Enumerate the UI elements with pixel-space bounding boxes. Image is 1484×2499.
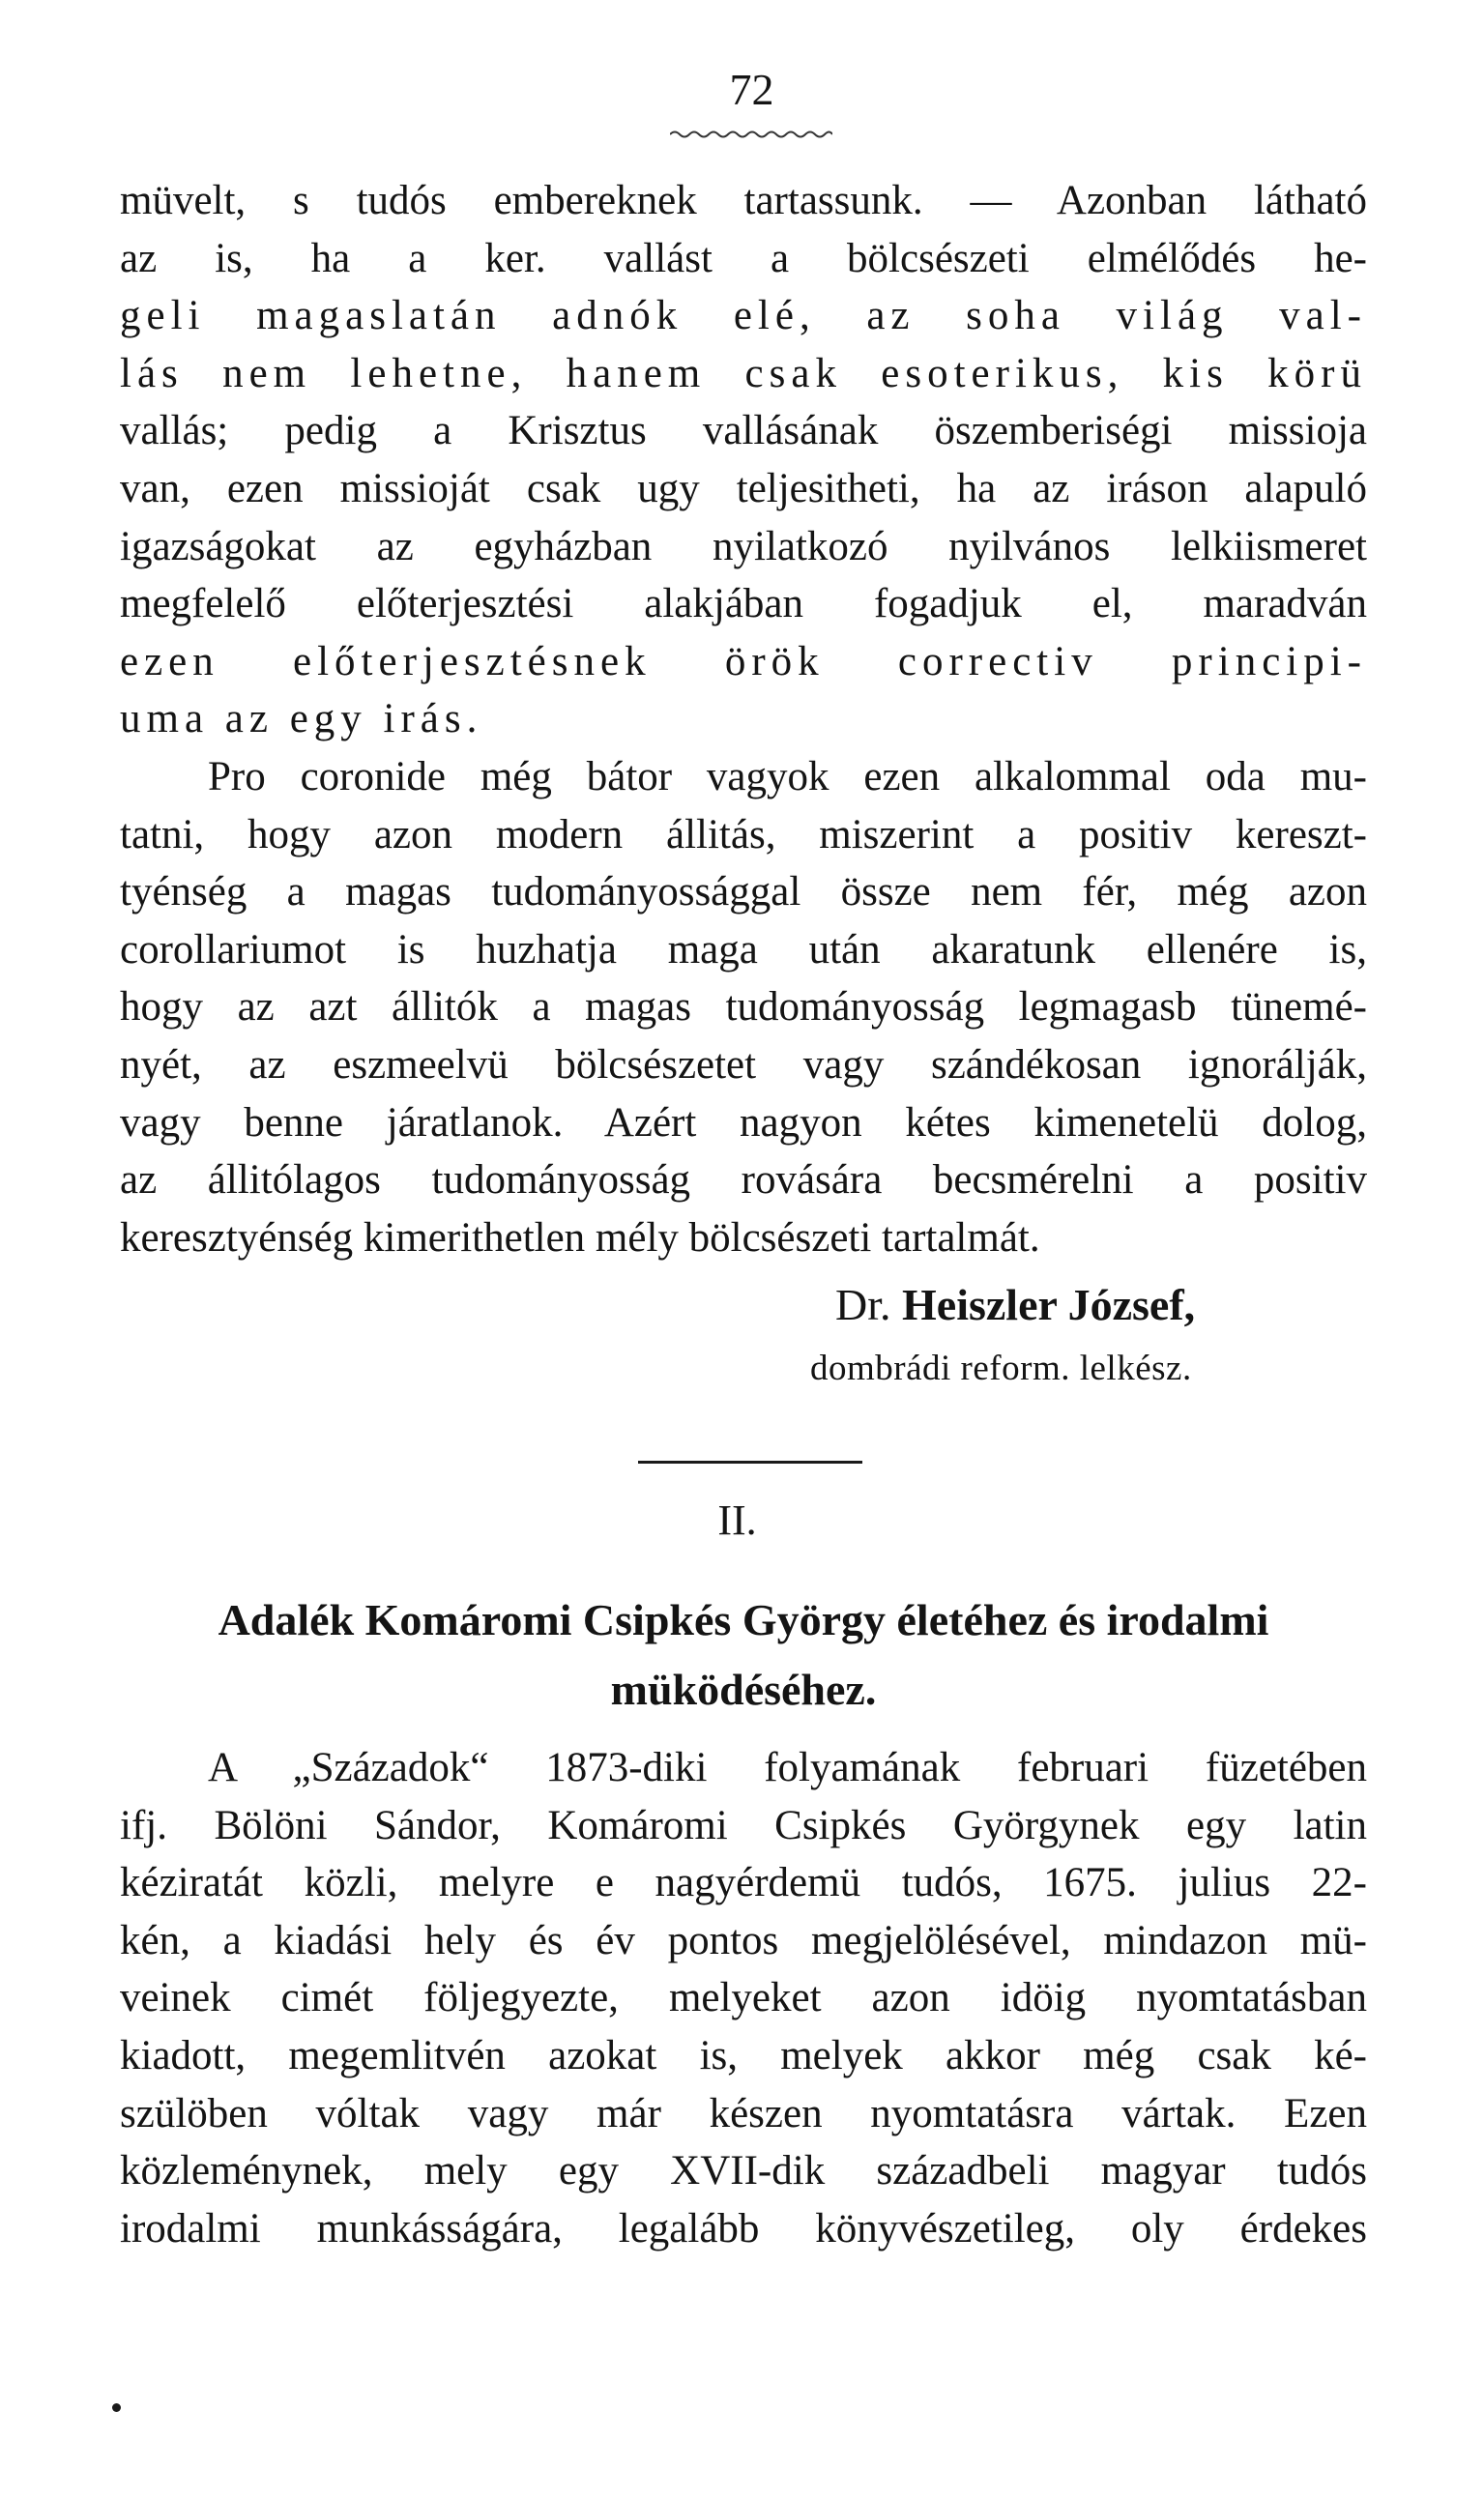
signature-name — [835, 1280, 1280, 1329]
text-line: tatni, hogy azon modern állitás, miszerint a positiv kereszt- — [120, 811, 1367, 857]
text-line: az állitólagos tudományosság rovására becsmérelni a positiv — [120, 1157, 1367, 1204]
second-paragraph — [120, 748, 1367, 1266]
text-line: A „Századok“ 1873-diki folyamának februari füzetében — [208, 1745, 1367, 1790]
page-number: 72 — [729, 65, 774, 114]
text-line: geli magaslatán adnók elé, az soha világ val- — [120, 293, 1367, 339]
text-line: van, ezen missioját csak ugy teljesitheti, ha az iráson alapuló — [120, 465, 1367, 511]
text-line: ezen előterjesztésnek örök correctiv principi- — [120, 638, 1367, 684]
text-line: corollariumot is huzhatja maga után akaratunk ellenére is, — [120, 926, 1367, 973]
page-number-ornament — [670, 130, 832, 139]
article-title-line: Adalék Komáromi Csipkés György életéhez és irodalmi — [218, 1595, 1269, 1644]
article-title — [120, 1585, 1367, 1725]
text-line: lás nem lehetne, hanem csak esoterikus, kis körü — [120, 350, 1367, 396]
signature-role: dombrádi reform. lelkész. — [810, 1349, 1192, 1388]
closing-text — [120, 172, 1367, 748]
text-line: tyénség a magas tudományossággal össze nem fér, még azon — [120, 869, 1367, 915]
stray-dot — [112, 2403, 121, 2412]
text-line: hogy az azt állitók a magas tudományosság legmagasb tünemé- — [120, 984, 1367, 1031]
text-line: közleménynek, mely egy XVII-dik századbeli magyar tudós — [120, 2148, 1367, 2194]
text-line: ifj. Bölöni Sándor, Komáromi Csipkés Györgynek egy latin — [120, 1802, 1367, 1848]
article-title-line: müködéséhez. — [610, 1665, 877, 1714]
text-line: uma az egy irás. — [120, 696, 483, 742]
text-line: irodalmi munkásságára, legalább könyvészetileg, oly érdekes — [120, 2205, 1367, 2252]
signature-author: Heiszler József, — [902, 1280, 1196, 1329]
text-line: kiadott, megemlitvén azokat is, melyek akkor még csak ké- — [120, 2032, 1367, 2078]
article-paragraph — [120, 1739, 1367, 2257]
text-line: nyét, az eszmeelvü bölcsészetet vagy szándékosan ignorálják, — [120, 1041, 1367, 1088]
section-number: II. — [717, 1496, 757, 1544]
text-line: szülöben vóltak vagy már készen nyomtatásra vártak. Ezen — [120, 2090, 1367, 2136]
text-line: igazságokat az egyházban nyilatkozó nyilvános lelkiismeret — [120, 523, 1367, 569]
section-divider — [638, 1461, 862, 1464]
text-line: kén, a kiadási hely és év pontos megjelölésével, mindazon mü- — [120, 1917, 1367, 1963]
text-line: megfelelő előterjesztési alakjában fogadjuk el, maradván — [120, 581, 1367, 627]
text-line: Pro coronide még bátor vagyok ezen alkalommal oda mu- — [208, 754, 1367, 799]
text-line: keresztyénség kimerithetlen mély bölcsészeti tartalmát. — [120, 1214, 1040, 1261]
signature-prefix: Dr. — [835, 1280, 891, 1329]
text-line: müvelt, s tudós embereknek tartassunk. — Azonban látható — [120, 178, 1367, 223]
text-line: veinek cimét följegyezte, melyeket azon idöig nyomtatásban — [120, 1975, 1367, 2021]
text-line: vagy benne járatlanok. Azért nagyon kétes kimenetelü dolog, — [120, 1099, 1367, 1146]
text-line: kéziratát közli, melyre e nagyérdemü tudós, 1675. julius 22- — [120, 1860, 1367, 1906]
text-line: vallás; pedig a Krisztus vallásának öszemberiségi missioja — [120, 408, 1367, 454]
text-line: az is, ha a ker. vallást a bölcsészeti elmélődés he- — [120, 235, 1367, 281]
